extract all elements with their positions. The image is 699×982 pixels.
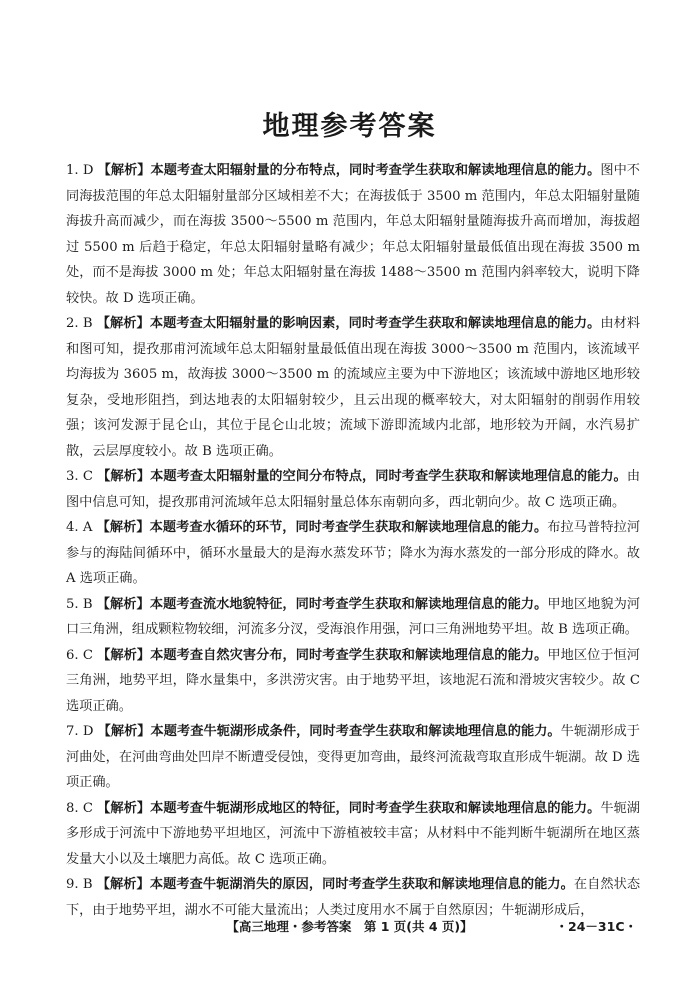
answer-body: 在自然状态下，由于地势平坦，湖水不可能大量流出；人类过度用水不属于自然原因；牛轭湖形成后，	[66, 877, 641, 918]
answer-body: 由图中信息可知，提孜那甫河流域年总太阳辐射量总体东南朝向多，西北朝向少。故 C 选项正确。	[66, 469, 640, 510]
answer-lead: 本题考查牛轭湖消失的原因，同时考查学生获取和解读地理信息的能力。	[149, 877, 574, 892]
answer-lead: 本题考查水循环的环节，同时考查学生获取和解读地理信息的能力。	[149, 520, 548, 535]
answer-number: 9. B	[66, 877, 93, 892]
answer-number: 1. D	[66, 163, 94, 178]
answer-lead: 本题考查太阳辐射量的空间分布特点，同时考查学生获取和解读地理信息的能力。	[150, 469, 627, 484]
answer-number: 8. C	[66, 800, 93, 816]
answer-list	[66, 158, 640, 923]
answer-body: 牛轭湖形成于河曲处，在河曲弯曲处凹岸不断遭受侵蚀，变得更加弯曲，最终河流裁弯取直形成牛轭湖。故 D 选项正确。	[66, 724, 640, 790]
answer-item-9	[66, 872, 640, 923]
answer-body: 牛轭湖多形成于河流中下游地势平坦地区，河流中下游植被较丰富；从材料中不能判断牛轭湖所在地区蒸发量大小以及土壤肥力高低。故 C 选项正确。	[66, 800, 640, 867]
answer-lead: 本题考查自然灾害分布，同时考查学生获取和解读地理信息的能力。	[150, 647, 548, 663]
answer-body: 甲地区位于恒河三角洲，地势平坦，降水量集中，多洪涝灾害。由于地势平坦，该地泥石流和滑坡灾害较少。故 C 选项正确。	[66, 647, 640, 714]
analysis-tag: 【解析】	[96, 520, 150, 535]
page-title: 地理参考答案	[262, 111, 437, 142]
analysis-tag: 【解析】	[96, 316, 150, 331]
answer-item-4	[66, 515, 640, 592]
answer-number: 7. D	[66, 724, 94, 739]
analysis-tag: 【解析】	[96, 596, 150, 612]
answer-item-6	[66, 643, 640, 720]
answer-lead: 本题考查牛轭湖形成地区的特征，同时考查学生获取和解读地理信息的能力。	[150, 800, 601, 816]
answer-body: 图中不同海拔范围的年总太阳辐射量部分区域相差不大；在海拔低于 3500 m 范围内，年总太阳辐射量随海拔升高而减少，而在海拔 3500～5500 m 范围内，年总太阳辐射量随海拔升高而增加，海拔超过 5500 m 后趋于稳定，年总太阳辐射量略有减少；年总太阳辐射量最低值出现在海拔 3500 m 处，而不是海拔 3000 m 处；年总太阳辐射量在海拔 1488～3500 m 范围内斜率较大，说明下降较快。故 D 选项正确。	[66, 163, 640, 306]
answer-item-3	[66, 464, 640, 515]
answer-body: 由材料和图可知，提孜那甫河流域年总太阳辐射量最低值出现在海拔 3000～3500 m 范围内，该流域平均海拔为 3605 m，故海拔 3000～3500 m 的流域应主要为中下游地区；该流域中游地区地形较复杂，受地形阻挡，到达地表的太阳辐射较少，且云出现的概率较大，对太阳辐射的削弱作用较强；该河发源于昆仑山，其位于昆仑山北坡；流域下游即流域内北部，地形较为开阔，水汽易扩散，云层厚度较小。故 B 选项正确。	[66, 316, 641, 459]
analysis-tag: 【解析】	[97, 800, 151, 816]
answer-number: 5. B	[66, 596, 93, 612]
answer-item-1	[66, 158, 640, 311]
answer-lead: 本题考查流水地貌特征，同时考查学生获取和解读地理信息的能力。	[149, 596, 548, 612]
analysis-tag: 【解析】	[97, 469, 151, 484]
analysis-tag: 【解析】	[97, 647, 151, 663]
answer-item-8	[66, 796, 640, 873]
analysis-tag: 【解析】	[97, 163, 151, 178]
analysis-tag: 【解析】	[97, 724, 151, 739]
answer-number: 4. A	[66, 520, 93, 535]
answer-number: 2. B	[66, 316, 93, 331]
analysis-tag: 【解析】	[96, 877, 150, 892]
answer-body: 布拉马普特拉河参与的海陆间循环中，循环水量最大的是海水蒸发环节；降水为海水蒸发的一部分形成的降水。故 A 选项正确。	[66, 520, 641, 586]
footer-code: ・24－31C・	[555, 919, 637, 934]
answer-item-2	[66, 311, 640, 464]
footer-page-info: 【高三地理・参考答案 第 1 页(共 4 页)】	[226, 919, 473, 934]
answer-item-5	[66, 592, 640, 643]
answer-lead: 本题考查太阳辐射量的影响因素，同时考查学生获取和解读地理信息的能力。	[149, 316, 601, 331]
answer-item-7	[66, 719, 640, 796]
answer-lead: 本题考查牛轭湖形成条件，同时考查学生获取和解读地理信息的能力。	[150, 724, 561, 739]
answer-number: 3. C	[66, 469, 93, 484]
answer-number: 6. C	[66, 647, 93, 663]
answer-lead: 本题考查太阳辐射量的分布特点，同时考查学生获取和解读地理信息的能力。	[150, 163, 601, 178]
page-footer	[0, 917, 699, 937]
answer-body: 甲地区地貌为河口三角洲，组成颗粒物较细，河流多分汊，受海浪作用强，河口三角洲地势平坦。故 B 选项正确。	[66, 596, 641, 637]
